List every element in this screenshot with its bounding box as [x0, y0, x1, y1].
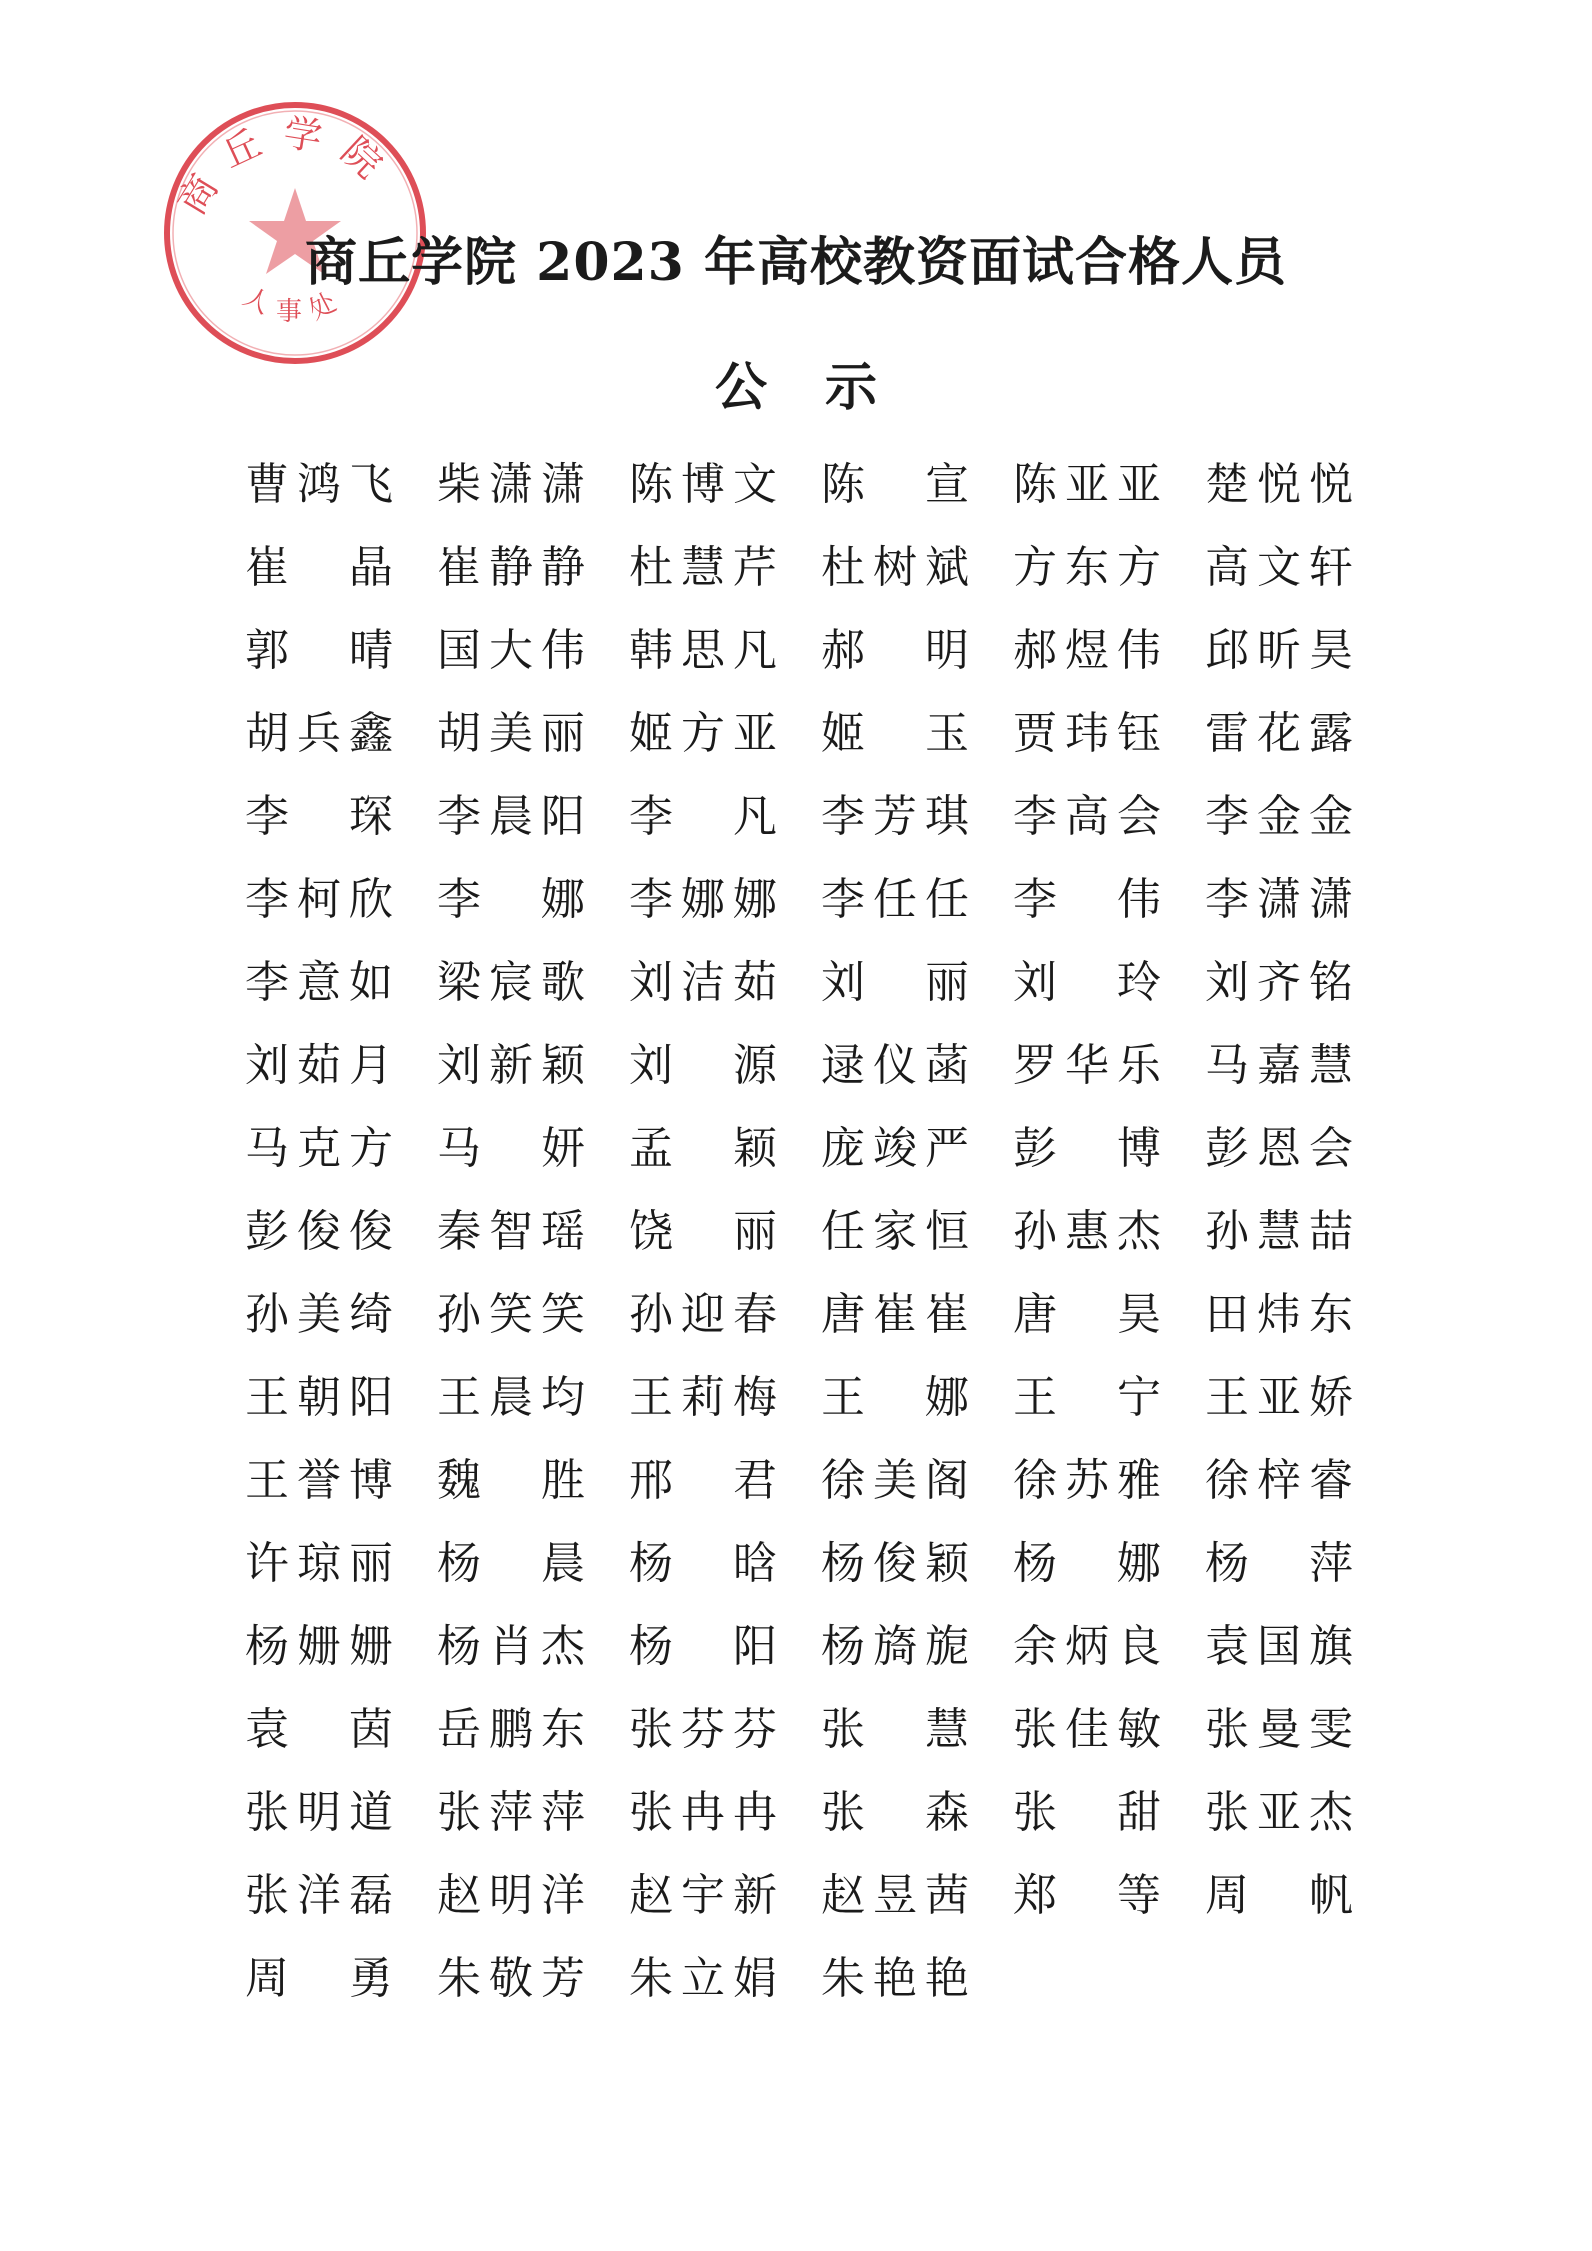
- name-entry: 邱 昕 昊: [1205, 625, 1353, 676]
- name-entry: 孙 惠 杰: [1013, 1206, 1161, 1257]
- name-entry: 崔 晶: [245, 542, 393, 593]
- name-entry: 杨 娜: [1013, 1538, 1161, 1589]
- name-entry: 张 慧: [821, 1704, 969, 1755]
- name-entry: 周 帆: [1205, 1870, 1353, 1921]
- name-entry: 赵 明 洋: [437, 1870, 585, 1921]
- name-entry: 李 伟: [1013, 874, 1161, 925]
- name-entry: 李 凡: [629, 791, 777, 842]
- name-entry: 杨 阳: [629, 1621, 777, 1672]
- name-entry: 杜 慧 芹: [629, 542, 777, 593]
- name-entry: 陈 亚 亚: [1013, 459, 1161, 510]
- name-entry: 陈 宣: [821, 459, 969, 510]
- name-entry: 胡 兵 鑫: [245, 708, 393, 759]
- name-entry: 张 洋 磊: [245, 1870, 393, 1921]
- name-entry: 高 文 轩: [1205, 542, 1353, 593]
- name-entry: 秦 智 瑶: [437, 1206, 585, 1257]
- name-entry: 姬 玉: [821, 708, 969, 759]
- name-entry: 张 佳 敏: [1013, 1704, 1161, 1755]
- name-entry: 李 晨 阳: [437, 791, 585, 842]
- name-entry: 张 甜: [1013, 1787, 1161, 1838]
- name-entry: 逯 仪 菡: [821, 1040, 969, 1091]
- name-entry: 李 娜: [437, 874, 585, 925]
- name-entry: 李 任 任: [821, 874, 969, 925]
- name-entry: 王 宁: [1013, 1372, 1161, 1423]
- name-entry: 马 妍: [437, 1123, 585, 1174]
- name-entry: 胡 美 丽: [437, 708, 585, 759]
- name-entry: 杨 萍: [1205, 1538, 1353, 1589]
- name-entry: 雷 花 露: [1205, 708, 1353, 759]
- name-entry: 朱 艳 艳: [821, 1953, 969, 2004]
- name-entry: 饶 丽: [629, 1206, 777, 1257]
- name-entry: 李 琛: [245, 791, 393, 842]
- seal-ring-text: 商丘学院: [171, 112, 403, 223]
- name-entry: 徐 苏 雅: [1013, 1455, 1161, 1506]
- name-entry: 楚 悦 悦: [1205, 459, 1353, 510]
- name-entry: 张 芬 芬: [629, 1704, 777, 1755]
- name-entry: 杨 俊 颖: [821, 1538, 969, 1589]
- page-subtitle: 公示: [714, 357, 935, 418]
- name-entry: 王 娜: [821, 1372, 969, 1423]
- name-entry: 唐 昊: [1013, 1289, 1161, 1340]
- name-entry: 刘 丽: [821, 957, 969, 1008]
- name-entry: 李 芳 琪: [821, 791, 969, 842]
- name-entry: 孙 迎 春: [629, 1289, 777, 1340]
- name-entry: 张 森: [821, 1787, 969, 1838]
- name-entry: 姬 方 亚: [629, 708, 777, 759]
- name-entry: 徐 梓 睿: [1205, 1455, 1353, 1506]
- name-entry: 李 金 金: [1205, 791, 1353, 842]
- name-entry: 杨 旖 旎: [821, 1621, 969, 1672]
- name-entry: 魏 胜: [437, 1455, 585, 1506]
- name-entry: 张 冉 冉: [629, 1787, 777, 1838]
- name-entry: 袁 茵: [245, 1704, 393, 1755]
- name-entry: 徐 美 阁: [821, 1455, 969, 1506]
- name-entry: 刘 源: [629, 1040, 777, 1091]
- name-entry: 柴 潇 潇: [437, 459, 585, 510]
- name-entry: 王 朝 阳: [245, 1372, 393, 1423]
- name-entry: 刘 洁 茹: [629, 957, 777, 1008]
- name-entry: 赵 宇 新: [629, 1870, 777, 1921]
- name-entry: 孟 颖: [629, 1123, 777, 1174]
- name-entry: 郑 等: [1013, 1870, 1161, 1921]
- name-entry: 张 萍 萍: [437, 1787, 585, 1838]
- name-entry: 国 大 伟: [437, 625, 585, 676]
- name-entry: 唐 崔 崔: [821, 1289, 969, 1340]
- name-entry: 邢 君: [629, 1455, 777, 1506]
- name-entry: 王 莉 梅: [629, 1372, 777, 1423]
- name-entry: 朱 立 娟: [629, 1953, 777, 2004]
- name-entry: 王 晨 均: [437, 1372, 585, 1423]
- name-entry: 刘 茹 月: [245, 1040, 393, 1091]
- name-entry: 许 琼 丽: [245, 1538, 393, 1589]
- seal-bottom-text: 人事处: [238, 281, 352, 327]
- name-entry: 杨 肖 杰: [437, 1621, 585, 1672]
- name-entry: 彭 博: [1013, 1123, 1161, 1174]
- name-entry: 李 潇 潇: [1205, 874, 1353, 925]
- name-entry: 张 明 道: [245, 1787, 393, 1838]
- name-entry: 孙 慧 喆: [1205, 1206, 1353, 1257]
- name-entry: 袁 国 旗: [1205, 1621, 1353, 1672]
- name-entry: 张 亚 杰: [1205, 1787, 1353, 1838]
- name-entry: 田 炜 东: [1205, 1289, 1353, 1340]
- name-entry: 崔 静 静: [437, 542, 585, 593]
- name-entry: 马 嘉 慧: [1205, 1040, 1353, 1091]
- name-entry: 韩 思 凡: [629, 625, 777, 676]
- name-entry: 马 克 方: [245, 1123, 393, 1174]
- name-entry: 岳 鹏 东: [437, 1704, 585, 1755]
- names-list: [245, 455, 1355, 2032]
- name-entry: 郝 明: [821, 625, 969, 676]
- name-entry: 朱 敬 芳: [437, 1953, 585, 2004]
- name-entry: 杨 晗: [629, 1538, 777, 1589]
- name-entry: 王 亚 娇: [1205, 1372, 1353, 1423]
- name-entry: 余 炳 良: [1013, 1621, 1161, 1672]
- name-entry: 彭 恩 会: [1205, 1123, 1353, 1174]
- name-entry: 杨 晨: [437, 1538, 585, 1589]
- name-entry: 李 娜 娜: [629, 874, 777, 925]
- name-entry: 郭 晴: [245, 625, 393, 676]
- name-entry: 梁 宸 歌: [437, 957, 585, 1008]
- name-entry: 刘 玲: [1013, 957, 1161, 1008]
- name-entry: 贾 玮 钰: [1013, 708, 1161, 759]
- name-entry: 陈 博 文: [629, 459, 777, 510]
- name-entry: 郝 煜 伟: [1013, 625, 1161, 676]
- name-entry: 方 东 方: [1013, 542, 1161, 593]
- name-entry: 李 意 如: [245, 957, 393, 1008]
- name-entry: 赵 昱 茜: [821, 1870, 969, 1921]
- name-entry: 周 勇: [245, 1953, 393, 2004]
- name-entry: 彭 俊 俊: [245, 1206, 393, 1257]
- name-entry: 王 誉 博: [245, 1455, 393, 1506]
- name-entry: 张 曼 雯: [1205, 1704, 1353, 1755]
- name-entry: 刘 齐 铭: [1205, 957, 1353, 1008]
- name-entry: 曹 鸿 飞: [245, 459, 393, 510]
- name-entry: 孙 美 绮: [245, 1289, 393, 1340]
- name-entry: 罗 华 乐: [1013, 1040, 1161, 1091]
- name-entry: 任 家 恒: [821, 1206, 969, 1257]
- name-entry: 李 高 会: [1013, 791, 1161, 842]
- name-entry: 杨 姗 姗: [245, 1621, 393, 1672]
- name-entry: 庞 竣 严: [821, 1123, 969, 1174]
- name-entry: 李 柯 欣: [245, 874, 393, 925]
- name-entry: 杜 树 斌: [821, 542, 969, 593]
- name-entry: 刘 新 颖: [437, 1040, 585, 1091]
- name-entry: 孙 笑 笑: [437, 1289, 585, 1340]
- page-title: 商丘学院 2023 年高校教资面试合格人员: [305, 232, 1287, 293]
